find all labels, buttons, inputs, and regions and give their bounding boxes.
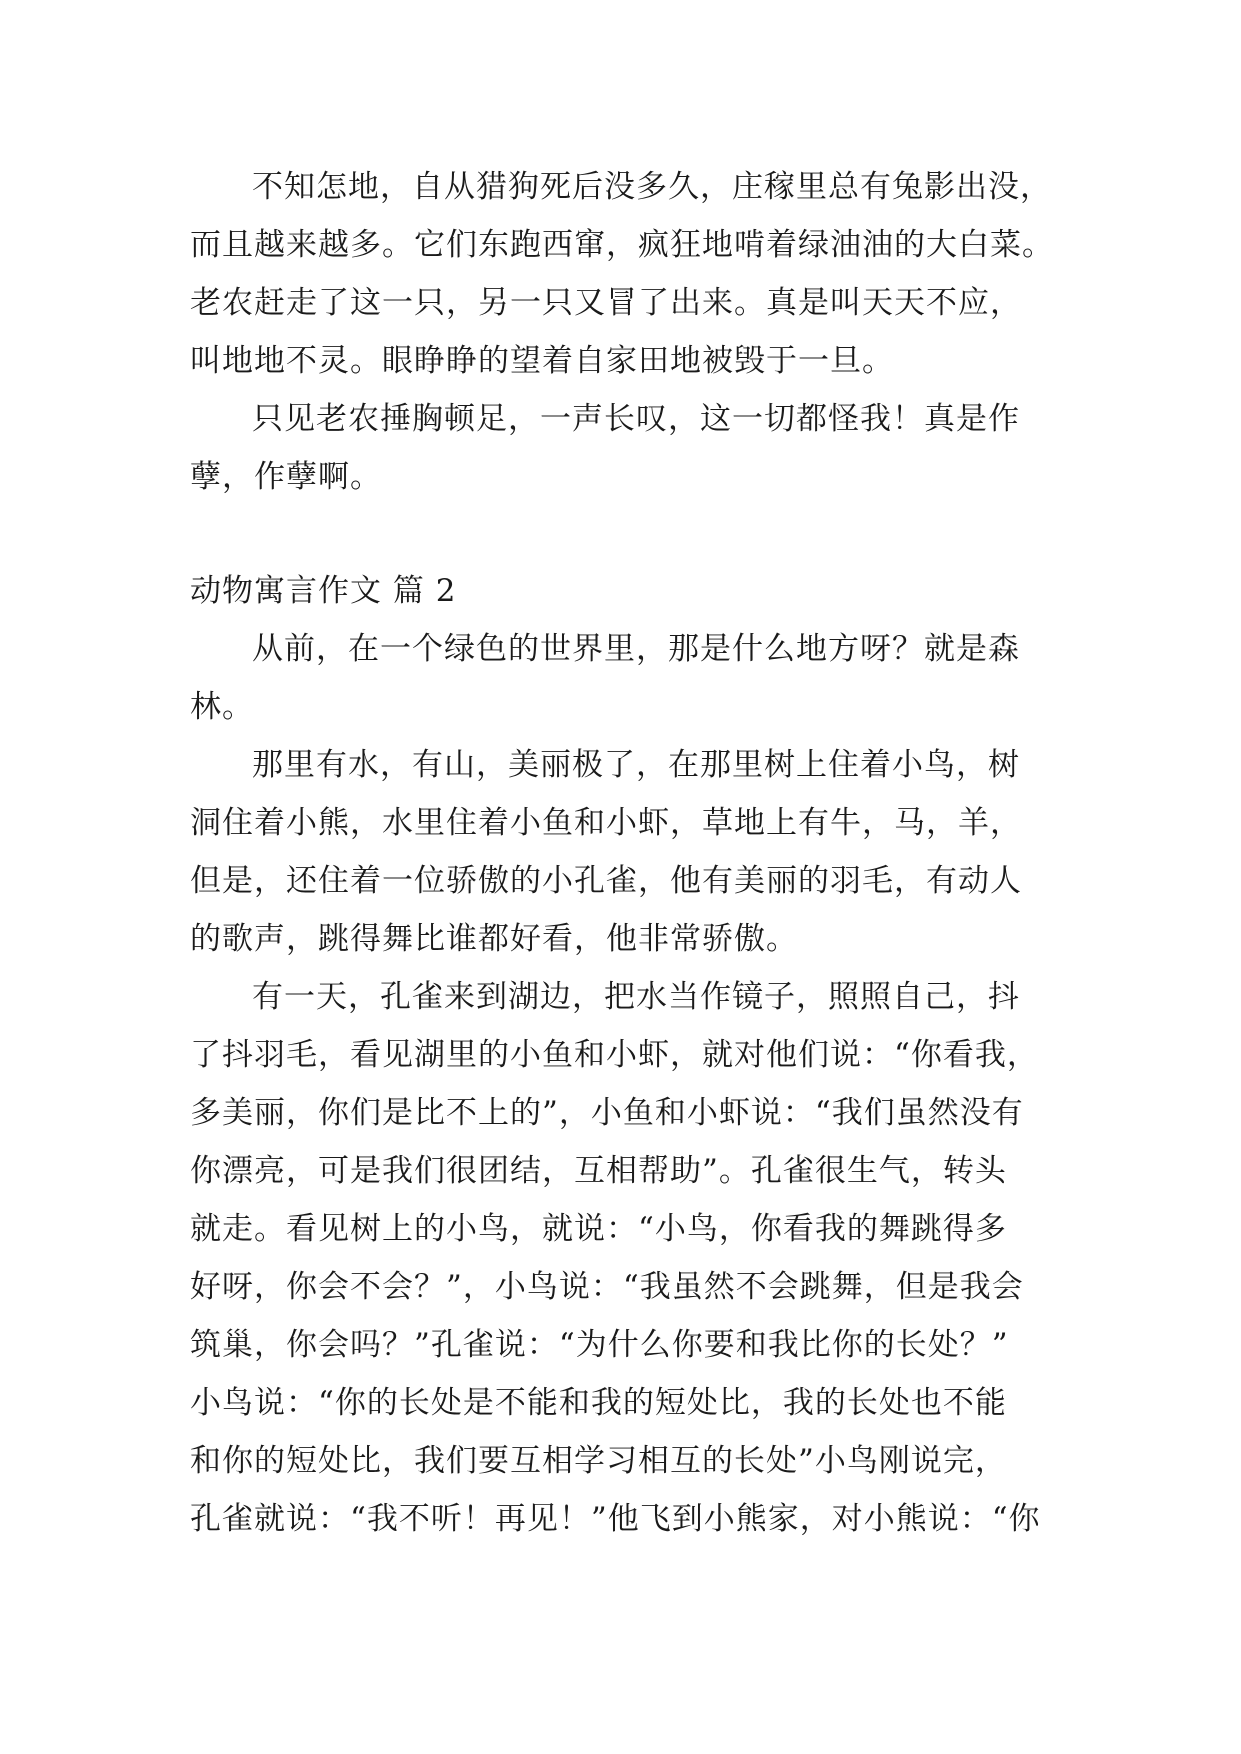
- paragraph-line: 孽，作孽啊。: [190, 459, 382, 495]
- paragraph-line: 有一天，孔雀来到湖边，把水当作镜子，照照自己，抖: [252, 979, 1020, 1015]
- paragraph-line: 那里有水，有山，美丽极了，在那里树上住着小鸟，树: [252, 747, 1020, 783]
- paragraph-line: 的歌声，跳得舞比谁都好看，他非常骄傲。: [190, 921, 798, 957]
- paragraph-line: 你漂亮，可是我们很团结，互相帮助”。孔雀很生气，转头: [190, 1153, 1007, 1189]
- paragraph-line: 筑巢，你会吗？”孔雀说：“为什么你要和我比你的长处？”: [190, 1327, 1009, 1363]
- paragraph-line: 林。: [190, 689, 254, 725]
- paragraph-line: 就走。看见树上的小鸟，就说：“小鸟，你看我的舞跳得多: [190, 1211, 1007, 1247]
- paragraph-line: 和你的短处比，我们要互相学习相互的长处”小鸟刚说完，: [190, 1443, 1007, 1479]
- paragraph-line: 但是，还住着一位骄傲的小孔雀，他有美丽的羽毛，有动人: [190, 863, 1022, 899]
- paragraph-line: 好呀，你会不会？”，小鸟说：“我虽然不会跳舞，但是我会: [190, 1269, 1024, 1305]
- paragraph-line: 了抖羽毛，看见湖里的小鱼和小虾，就对他们说：“你看我，: [190, 1037, 1039, 1073]
- paragraph-line: 小鸟说：“你的长处是不能和我的短处比，我的长处也不能: [190, 1385, 1007, 1421]
- section-heading: 动物寓言作文 篇 2: [190, 573, 457, 609]
- paragraph-line: 多美丽，你们是比不上的”，小鱼和小虾说：“我们虽然没有: [190, 1095, 1024, 1131]
- paragraph-line: 从前，在一个绿色的世界里，那是什么地方呀？就是森: [252, 631, 1020, 667]
- paragraph-line: 孔雀就说：“我不听！再见！”他飞到小熊家，对小熊说：“你: [190, 1501, 1041, 1537]
- paragraph-line: 只见老农捶胸顿足，一声长叹，这一切都怪我！真是作: [252, 401, 1020, 437]
- paragraph-line: 洞住着小熊，水里住着小鱼和小虾，草地上有牛，马，羊，: [190, 805, 1022, 841]
- paragraph-line: 而且越来越多。它们东跑西窜，疯狂地啃着绿油油的大白菜。: [190, 227, 1054, 263]
- paragraph-line: 不知怎地，自从猎狗死后没多久，庄稼里总有兔影出没，: [252, 169, 1052, 205]
- paragraph-line: 叫地地不灵。眼睁睁的望着自家田地被毁于一旦。: [190, 343, 894, 379]
- paragraph-line: 老农赶走了这一只，另一只又冒了出来。真是叫天天不应，: [190, 285, 1022, 321]
